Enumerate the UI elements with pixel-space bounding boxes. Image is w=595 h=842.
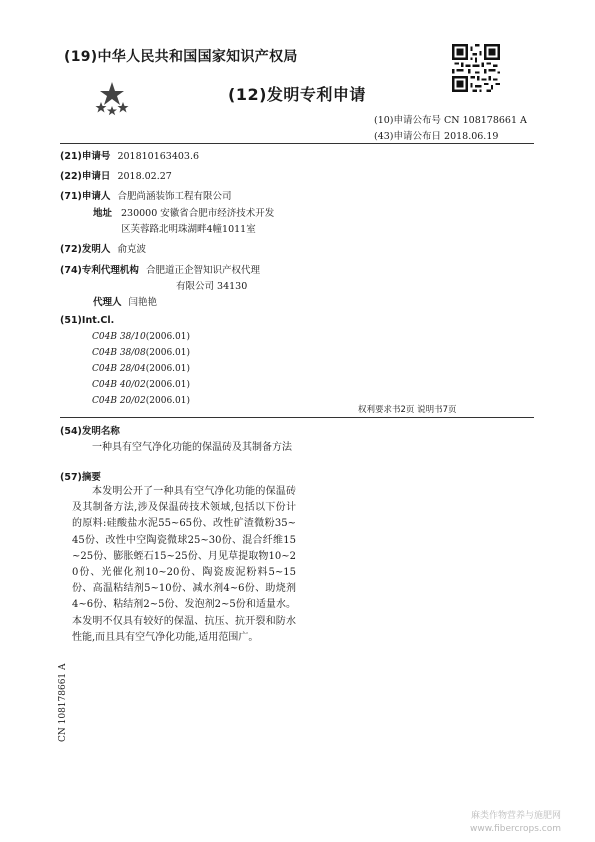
inventor-row	[60, 241, 146, 255]
ipc-class	[92, 364, 190, 374]
publication-number: (10)申请公布号 CN 108178661 A	[374, 115, 527, 126]
sipo-emblem-logo	[92, 80, 132, 120]
side-publication-number: CN 108178661 A	[58, 663, 68, 742]
ipc-class	[92, 380, 190, 390]
address-label: 地址	[93, 208, 113, 219]
application-date-label: (22)申请日	[60, 171, 111, 182]
document-type-title: (12)发明专利申请	[228, 85, 366, 104]
application-number-row	[60, 148, 199, 162]
ipc-code: C04B 38/08	[92, 348, 146, 358]
watermark	[470, 810, 561, 836]
ipc-class	[92, 332, 190, 342]
application-date-row	[60, 168, 172, 182]
ipc-version: (2006.01)	[145, 332, 190, 342]
page-count: 权利要求书2页 说明书7页	[358, 405, 457, 415]
invention-title-label: (54)发明名称	[60, 426, 120, 437]
header-divider	[60, 143, 534, 144]
ipc-class	[92, 348, 190, 358]
ipc-code: C04B 40/02	[92, 380, 146, 390]
inventor-name: 俞克波	[117, 244, 146, 255]
invention-title: 一种具有空气净化功能的保温砖及其制备方法	[92, 442, 292, 453]
int-cl-label: (51)Int.Cl.	[60, 315, 115, 326]
ipc-code: C04B 28/04	[92, 364, 146, 374]
application-date: 2018.02.27	[117, 171, 172, 182]
ipc-code: C04B 20/02	[92, 396, 146, 406]
ipc-version: (2006.01)	[145, 348, 190, 358]
watermark-line-2: www.fibercrops.com	[470, 824, 561, 834]
ipc-class	[92, 396, 190, 406]
applicant-name: 合肥尚涵装饰工程有限公司	[117, 191, 232, 202]
address-line-1: 230000 安徽省合肥市经济技术开发	[121, 208, 275, 219]
applicant-label: (71)申请人	[60, 191, 111, 202]
applicant-row	[60, 188, 231, 202]
watermark-line-1: 麻类作物营养与施肥网	[470, 811, 561, 821]
publication-date: (43)申请公布日 2018.06.19	[374, 131, 499, 142]
agent-name: 闫艳艳	[128, 297, 158, 308]
ipc-version: (2006.01)	[145, 380, 190, 390]
ipc-code: C04B 38/10	[92, 332, 146, 342]
agency-name-line-1: 合肥道正企智知识产权代理	[145, 265, 260, 276]
agent-row	[93, 294, 157, 308]
abstract-text: 本发明公开了一种具有空气净化功能的保温砖及其制备方法,涉及保温砖技术领域,包括以下份计的原料:硅酸盐水泥55~65份、改性矿渣微粉35~45份、改性中空陶瓷微球25~30份、混合纤维15~25份、膨胀蛭石15~25份、月见草提取物10~20份、光催化剂10~20份、陶瓷废泥粉料5~15份、高温粘结剂5~10份、减水剂4~6份、助烧剂4~6份、粘结剂2~5份、发泡剂2~5份和适量水。本发明不仅具有较好的保温、抗压、抗开裂和防水性能,而且具有空气净化功能,适用范围广。	[72, 486, 296, 643]
qr-code-icon	[452, 44, 500, 92]
biblio-divider	[60, 417, 534, 418]
office-name: (19)中华人民共和国国家知识产权局	[64, 49, 298, 65]
abstract-label: (57)摘要	[60, 472, 101, 483]
ipc-version: (2006.01)	[145, 364, 190, 374]
application-number: 201810163403.6	[117, 151, 200, 162]
agent-label: 代理人	[93, 297, 122, 308]
ipc-version: (2006.01)	[145, 396, 190, 406]
agency-name-line-2: 有限公司 34130	[176, 281, 248, 292]
address-line-2: 区芙蓉路北明珠湖畔4幢1011室	[121, 224, 256, 235]
agency-label: (74)专利代理机构	[60, 265, 139, 276]
agency-row	[60, 262, 260, 276]
application-number-label: (21)申请号	[60, 151, 111, 162]
inventor-label: (72)发明人	[60, 244, 111, 255]
